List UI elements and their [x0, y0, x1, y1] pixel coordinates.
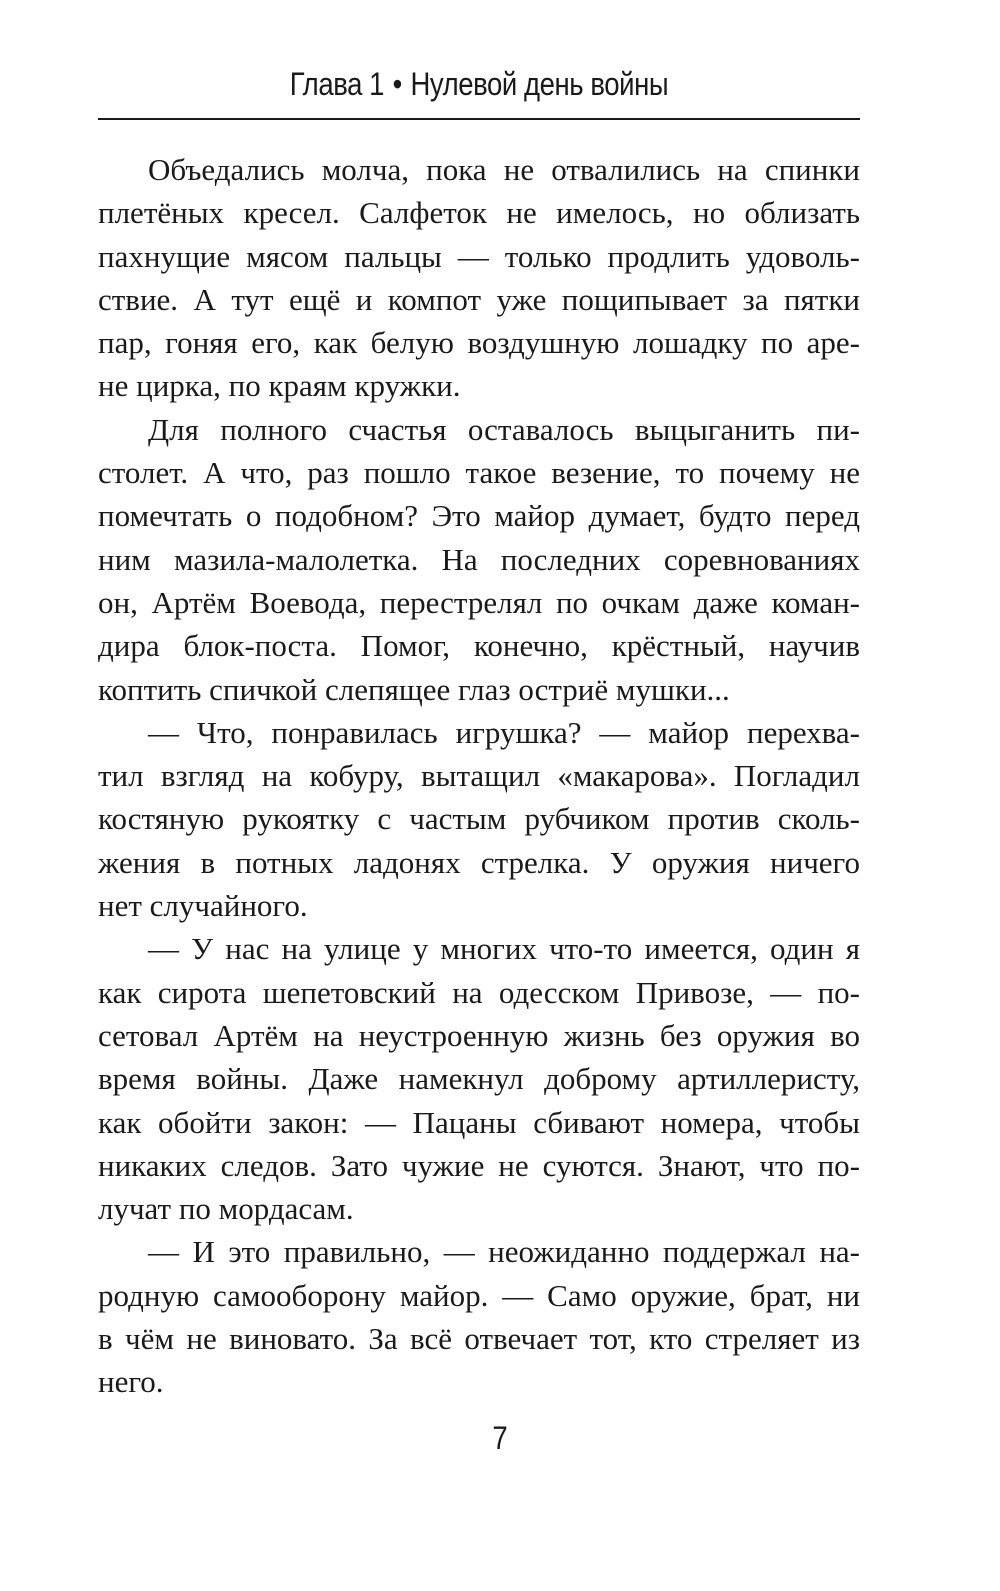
- paragraph: [98, 408, 860, 711]
- text-line: он, Артём Воевода, перестрелял по очкам даже коман-: [98, 584, 860, 620]
- chapter-title: Нулевой день войны: [410, 66, 669, 102]
- text-line: Для полного счастья оставалось выцыганить пи-: [148, 411, 860, 447]
- paragraph: [98, 1230, 860, 1403]
- text-line: как сирота шепетовский на одесском Привозе, — по-: [98, 974, 860, 1010]
- paragraph: [98, 148, 860, 408]
- text-line: Объедались молча, пока не отвалились на спинки: [148, 152, 860, 187]
- text-line: время войны. Даже намекнул доброму артиллеристу,: [98, 1061, 860, 1097]
- text-line: плетёных кресел. Салфеток не имелось, но облизать: [98, 195, 860, 231]
- body-text: [98, 148, 860, 1404]
- text-line: дира блок-поста. Помог, конечно, крёстный, научив: [98, 628, 860, 664]
- text-line: нет случайного.: [98, 888, 308, 924]
- text-line: родную самооборону майор. — Само оружие, брат, ни: [98, 1277, 860, 1313]
- text-line: столет. А что, раз пошло такое везение, то почему не: [98, 455, 860, 491]
- text-line: не цирка, по краям кружки.: [98, 368, 461, 404]
- paragraph: [98, 927, 860, 1230]
- text-line: него.: [98, 1364, 164, 1400]
- header-rule: [98, 118, 860, 120]
- text-line: жения в потных ладонях стрелка. У оружия ничего: [98, 844, 860, 880]
- text-line: костяную рукоятку с частым рубчиком против сколь-: [98, 801, 860, 837]
- text-line: никаких следов. Зато чужие не суются. Знают, что по-: [98, 1147, 860, 1183]
- text-line: — У нас на улице у многих что-то имеется, один я: [148, 931, 860, 967]
- text-line: коптить спичкой слепящее глаз остриё мушки...: [98, 671, 730, 707]
- text-line: пар, гоняя его, как белую воздушную лошадку по аре-: [98, 325, 860, 361]
- text-line: лучат по мордасам.: [98, 1191, 354, 1227]
- header-separator: •: [392, 66, 402, 102]
- text-line: — И это правильно, — неожиданно поддержал на-: [148, 1234, 860, 1270]
- running-head: [151, 64, 806, 104]
- text-line: ствие. А тут ещё и компот уже пощипывает за пятки: [98, 281, 860, 317]
- text-line: пахнущие мясом пальцы — только продлить удоволь-: [98, 238, 860, 274]
- text-line: ним мазила-малолетка. На последних соревнованиях: [98, 541, 860, 577]
- text-line: в чём не виновато. За всё отвечает тот, кто стреляет из: [98, 1321, 860, 1357]
- paragraph: [98, 711, 860, 927]
- text-line: — Что, понравилась игрушка? — майор перехва-: [148, 714, 860, 750]
- text-line: как обойти закон: — Пацаны сбивают номера, чтобы: [98, 1104, 860, 1140]
- chapter-label: Глава 1: [289, 66, 385, 102]
- text-line: помечтать о подобном? Это майор думает, будто перед: [98, 498, 860, 534]
- text-line: тил взгляд на кобуру, вытащил «макарова». Погладил: [98, 758, 860, 794]
- page-number: 7: [492, 1420, 508, 1456]
- text-line: сетовал Артём на неустроенную жизнь без оружия во: [98, 1017, 860, 1053]
